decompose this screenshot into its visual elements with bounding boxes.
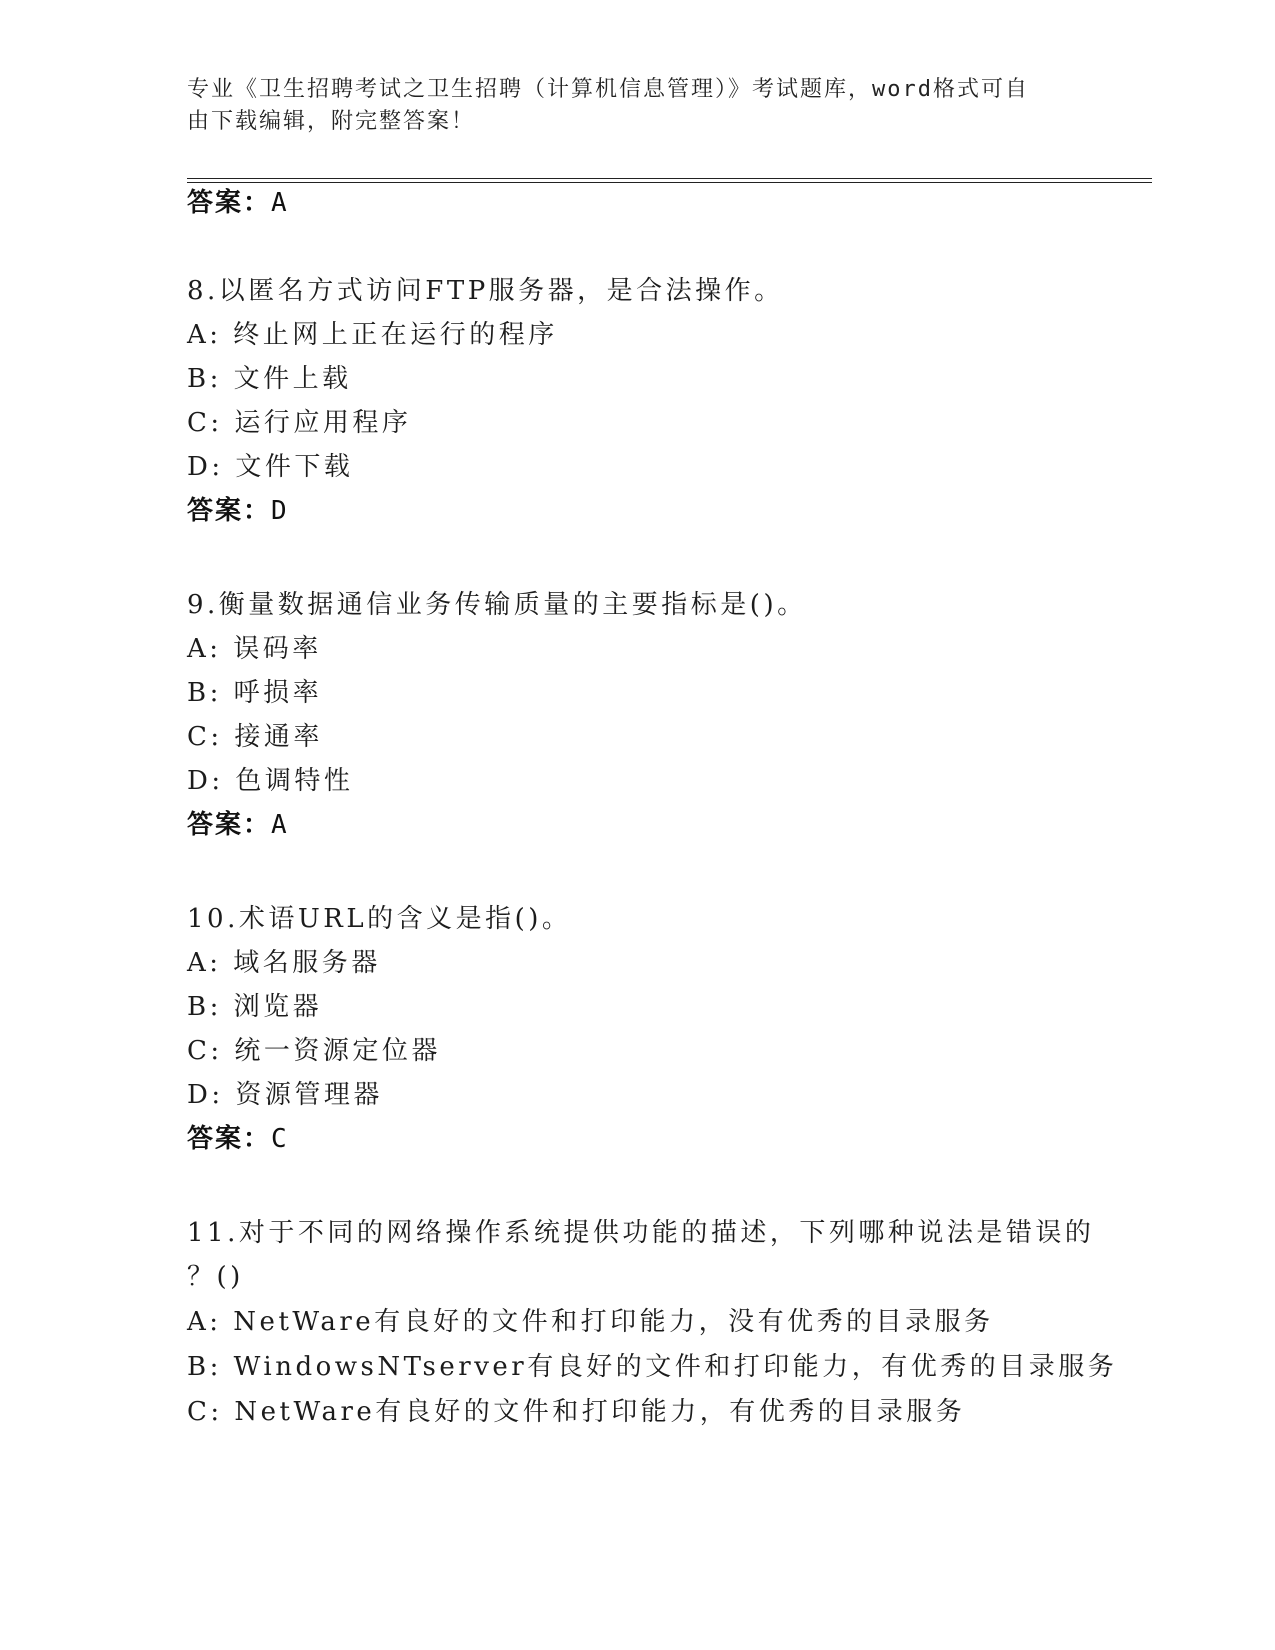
- question-8-option-a: A: 终止网上正在运行的程序: [187, 320, 558, 350]
- question-10-option-b: B: 浏览器: [187, 992, 323, 1022]
- question-10-option-c: C: 统一资源定位器: [187, 1036, 441, 1066]
- header-line-1: 专业《卫生招聘考试之卫生招聘（计算机信息管理）》考试题库，word格式可自: [187, 77, 1029, 102]
- question-11-text-line-1: 11.对于不同的网络操作系统提供功能的描述，下列哪种说法是错误的: [187, 1218, 1095, 1248]
- question-11-text-line-2: ？(): [187, 1262, 244, 1292]
- question-10-option-d: D: 资源管理器: [187, 1080, 383, 1110]
- question-9-answer: 答案：A: [187, 810, 289, 840]
- question-9-option-c: C: 接通率: [187, 722, 323, 752]
- question-9-text: 9.衡量数据通信业务传输质量的主要指标是()。: [187, 590, 807, 620]
- question-11-option-c: C: NetWare有良好的文件和打印能力，有优秀的目录服务: [187, 1397, 966, 1427]
- question-8-answer: 答案：D: [187, 496, 289, 526]
- question-8-option-c: C: 运行应用程序: [187, 408, 412, 438]
- header-divider: [187, 178, 1152, 183]
- question-11-option-a: A: NetWare有良好的文件和打印能力，没有优秀的目录服务: [187, 1307, 994, 1337]
- question-10-answer: 答案：C: [187, 1124, 289, 1154]
- question-9-option-b: B: 呼损率: [187, 678, 323, 708]
- question-8-option-d: D: 文件下载: [187, 452, 354, 482]
- question-8-text: 8.以匿名方式访问FTP服务器，是合法操作。: [187, 276, 784, 306]
- question-10-option-a: A: 域名服务器: [187, 948, 381, 978]
- question-9-option-a: A: 误码率: [187, 634, 322, 664]
- header-line-2: 由下载编辑，附完整答案！: [187, 109, 476, 134]
- question-11-option-b: B: WindowsNTserver有良好的文件和打印能力，有优秀的目录服务: [187, 1352, 1118, 1382]
- question-9-option-d: D: 色调特性: [187, 766, 354, 796]
- page-header: [187, 74, 1067, 138]
- question-10-text: 10.术语URL的含义是指()。: [187, 904, 572, 934]
- answer-line: 答案：A: [187, 188, 289, 218]
- question-8-option-b: B: 文件上载: [187, 364, 352, 394]
